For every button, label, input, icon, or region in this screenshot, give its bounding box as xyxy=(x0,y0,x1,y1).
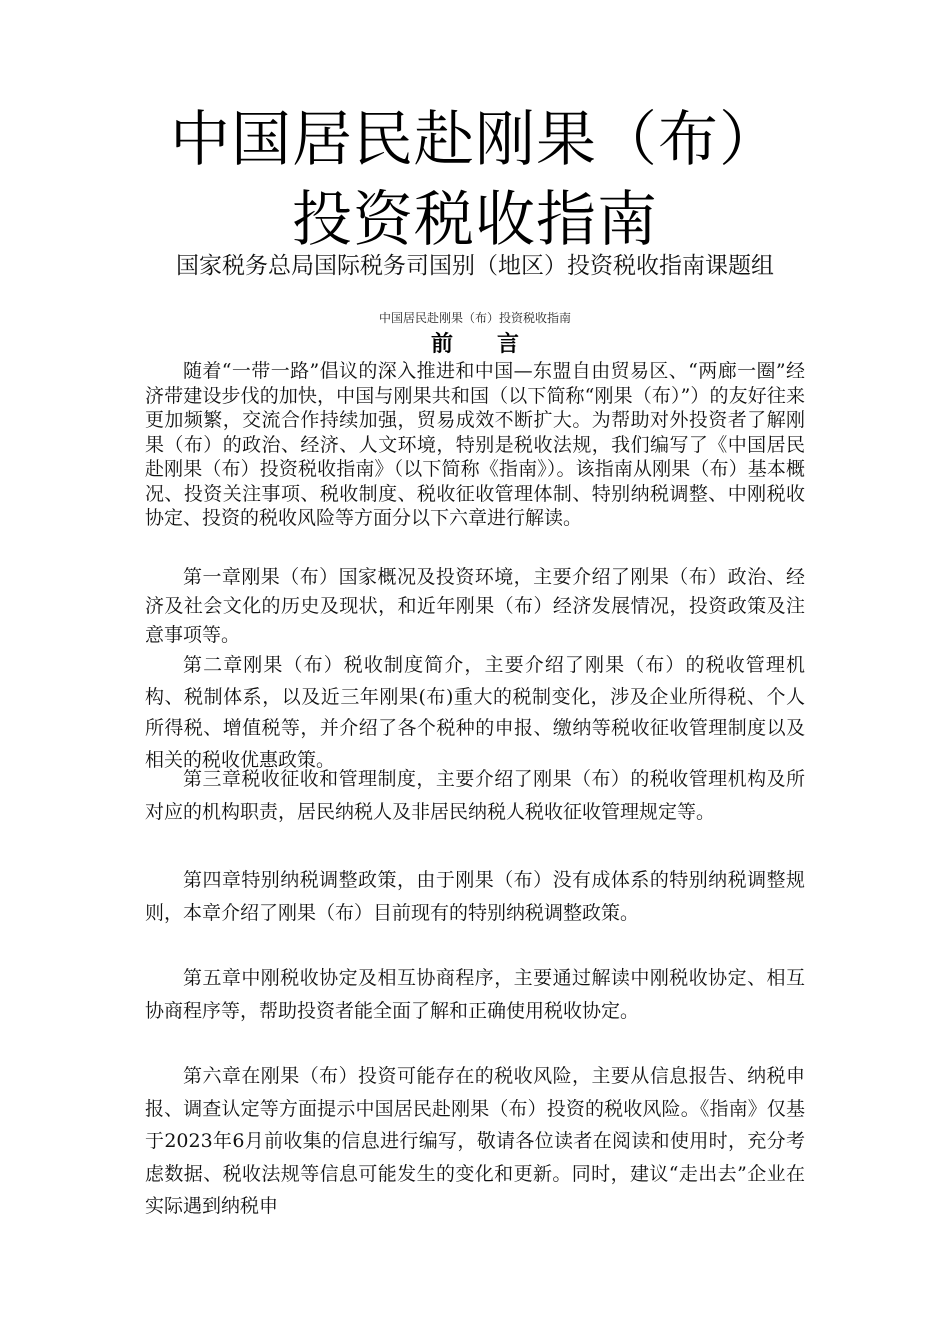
paragraph: 第六章在刚果（布）投资可能存在的税收风险，主要从信息报告、纳税申报、调查认定等方面提示中国居民赴刚果（布）投资的税收风险。《指南》仅基于2023年6月前收集的信息进行编写，敬请各位读者在阅读和使用时，充分考虑数据、税收法规等信息可能发生的变化和更新。同时，建议“走出去”企业在实际遇到纳税申 xyxy=(145,1065,805,1217)
paragraph: 第一章刚果（布）国家概况及投资环境，主要介绍了刚果（布）政治、经济及社会文化的历史及现状，和近年刚果（布）经济发展情况，投资政策及注意事项等。 xyxy=(145,566,805,646)
document-subtitle: 国家税务总局国际税务司国别（地区）投资税收指南课题组 xyxy=(176,253,774,279)
section-title-preface: 前言 xyxy=(430,332,563,357)
paragraph: 第五章中刚税收协定及相互协商程序，主要通过解读中刚税收协定、相互协商程序等，帮助投资者能全面了解和正确使用税收协定。 xyxy=(145,967,805,1022)
paragraph-chapter-4 xyxy=(145,864,805,929)
running-head: 中国居民赴刚果（布）投资税收指南 xyxy=(378,311,571,325)
paragraph: 第三章税收征收和管理制度，主要介绍了刚果（布）的税收管理机构及所对应的机构职责，居民纳税人及非居民纳税人税收征收管理规定等。 xyxy=(145,768,805,823)
paragraph: 第二章刚果（布）税收制度简介，主要介绍了刚果（布）的税收管理机构、税制体系，以及近三年刚果(布)重大的税制变化，涉及企业所得税、个人所得税、增值税等，并介绍了各个税种的申报、缴纳等税收征收管理制度以及相关的税收优惠政策。 xyxy=(145,654,805,771)
paragraph-chapter-6 xyxy=(145,1060,805,1223)
paragraph-chapter-5 xyxy=(145,962,805,1027)
document-title: 中国居民赴刚果（布）投资税收指南 xyxy=(170,105,780,255)
paragraph-chapter-2 xyxy=(145,650,805,776)
paragraph-intro xyxy=(145,359,805,531)
paragraph-chapter-3 xyxy=(145,763,805,828)
paragraph: 第四章特别纳税调整政策，由于刚果（布）没有成体系的特别纳税调整规则，本章介绍了刚果（布）目前现有的特别纳税调整政策。 xyxy=(145,869,805,924)
paragraph: 随着“一带一路”倡议的深入推进和中国—东盟自由贸易区、“两廊一圈”经济带建设步伐的加快，中国与刚果共和国（以下简称“刚果（布）”）的友好往来更加频繁，交流合作持续加强，贸易成效不断扩大。为帮助对外投资者了解刚果（布）的政治、经济、人文环境，特别是税收法规，我们编写了《中国居民赴刚果（布）投资税收指南》（以下简称《指南》）。该指南从刚果（布）基本概况、投资关注事项、税收制度、税收征收管理体制、特别纳税调整、中刚税收协定、投资的税收风险等方面分以下六章进行解读。 xyxy=(145,360,805,529)
paragraph-chapter-1 xyxy=(145,563,805,650)
